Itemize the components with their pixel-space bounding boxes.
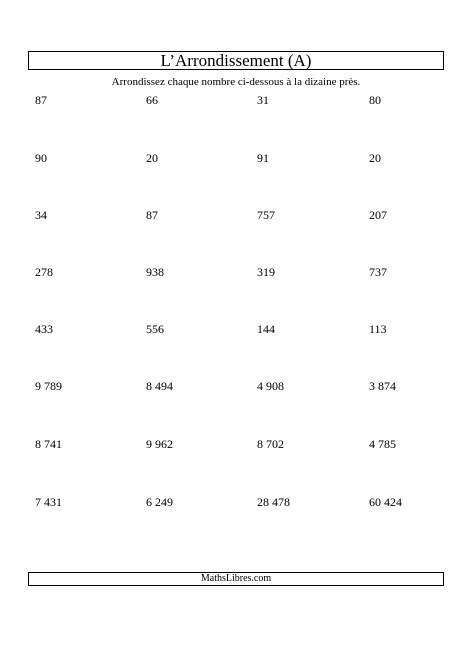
problem-number: 4 908 <box>257 379 284 393</box>
problem-number: 80 <box>369 93 381 107</box>
problem-number: 87 <box>146 208 158 222</box>
worksheet-title: L’Arrondissement (A) <box>160 51 312 70</box>
problem-number: 34 <box>35 208 47 222</box>
footer-box <box>28 572 444 586</box>
problem-number: 4 785 <box>369 437 396 451</box>
problem-number: 91 <box>257 151 269 165</box>
problem-number: 8 741 <box>35 437 62 451</box>
problem-number: 9 962 <box>146 437 173 451</box>
problem-number: 90 <box>35 151 47 165</box>
problem-number: 8 494 <box>146 379 173 393</box>
problem-number: 433 <box>35 322 53 336</box>
problem-number: 31 <box>257 93 269 107</box>
problem-number: 6 249 <box>146 495 173 509</box>
problem-number: 28 478 <box>257 495 290 509</box>
problem-number: 278 <box>35 265 53 279</box>
problem-number: 319 <box>257 265 275 279</box>
problem-number: 938 <box>146 265 164 279</box>
problem-number: 87 <box>35 93 47 107</box>
worksheet-instructions: Arrondissez chaque nombre ci-dessous à la dizaine près. <box>111 76 361 88</box>
problem-number: 144 <box>257 322 275 336</box>
problem-number: 66 <box>146 93 158 107</box>
footer-text: MathsLibres.com <box>200 573 272 584</box>
problem-number: 3 874 <box>369 379 396 393</box>
problem-grid <box>35 94 435 654</box>
problem-number: 556 <box>146 322 164 336</box>
problem-number: 9 789 <box>35 379 62 393</box>
problem-number: 20 <box>146 151 158 165</box>
problem-number: 113 <box>369 322 387 336</box>
problem-number: 737 <box>369 265 387 279</box>
problem-number: 20 <box>369 151 381 165</box>
problem-number: 207 <box>369 208 387 222</box>
problem-number: 757 <box>257 208 275 222</box>
problem-number: 7 431 <box>35 495 62 509</box>
problem-number: 8 702 <box>257 437 284 451</box>
worksheet-title-box <box>28 51 444 70</box>
problem-number: 60 424 <box>369 495 402 509</box>
